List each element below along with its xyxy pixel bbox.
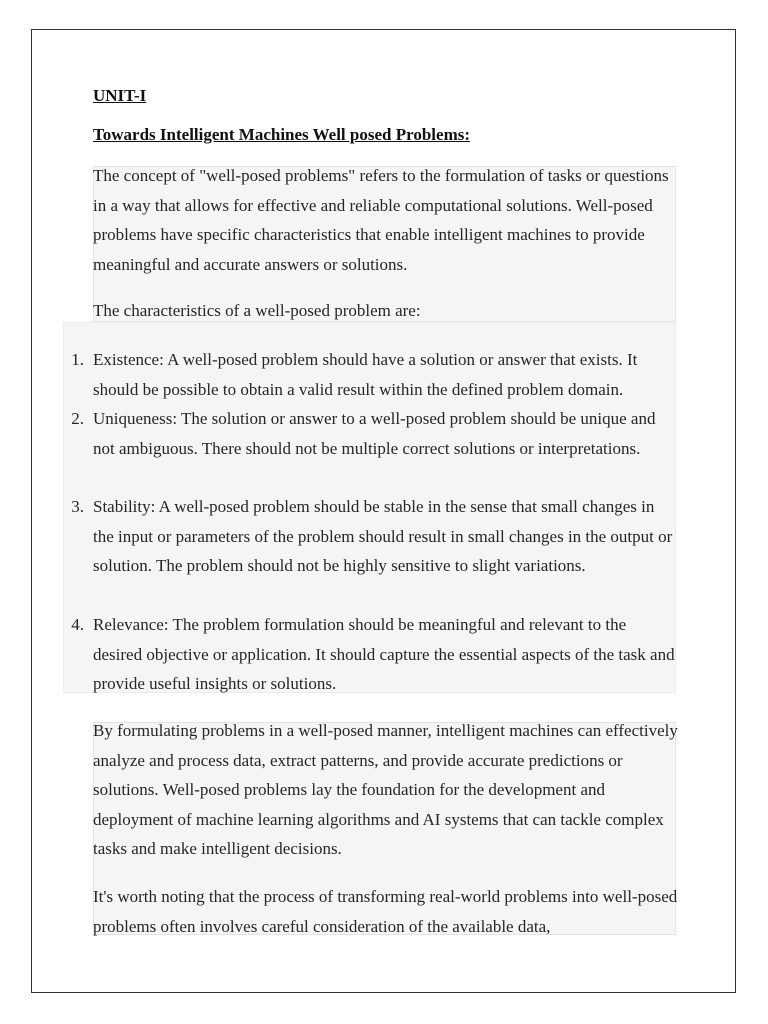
- note-paragraph: It's worth noting that the process of transforming real-world problems into well-posed problems often involves careful consideration of the available data,: [93, 887, 678, 936]
- list-item-number: 1.: [71, 350, 84, 369]
- section-heading: Towards Intelligent Machines Well posed Problems:: [93, 125, 471, 144]
- conclusion-paragraph: By formulating problems in a well-posed manner, intelligent machines can effectively analyze and process data, extract patterns, and provide accurate predictions or solutions. Well-posed problems lay the foundation for the development and deployment of machine learning algorithms and AI systems that can tackle complex tasks and make intelligent decisions.: [93, 721, 678, 858]
- list-item-number: 3.: [71, 497, 84, 516]
- list-item-relevance: Relevance: The problem formulation should be meaningful and relevant to the desired objective or application. It should capture the essential aspects of the task and provide useful insights or solutions.: [93, 615, 675, 693]
- list-item-stability: Stability: A well-posed problem should be stable in the sense that small changes in the input or parameters of the problem should result in small changes in the output or solution. The problem should not be highly sensitive to slight variations.: [93, 497, 673, 575]
- intro-paragraph: The concept of "well-posed problems" refers to the formulation of tasks or questions in a way that allows for effective and reliable computational solutions. Well-posed problems have specific characteristics that enable intelligent machines to provide meaningful and accurate answers or solutions.: [93, 166, 669, 274]
- list-item-uniqueness: Uniqueness: The solution or answer to a well-posed problem should be unique and not ambiguous. There should not be multiple correct solutions or interpretations.: [93, 409, 656, 458]
- list-item-number: 2.: [71, 409, 84, 428]
- list-item-existence: Existence: A well-posed problem should have a solution or answer that exists. It should be possible to obtain a valid result within the defined problem domain.: [93, 350, 638, 399]
- list-item-number: 4.: [71, 615, 84, 634]
- list-intro: The characteristics of a well-posed problem are:: [93, 301, 421, 320]
- unit-title: UNIT-I: [93, 86, 147, 105]
